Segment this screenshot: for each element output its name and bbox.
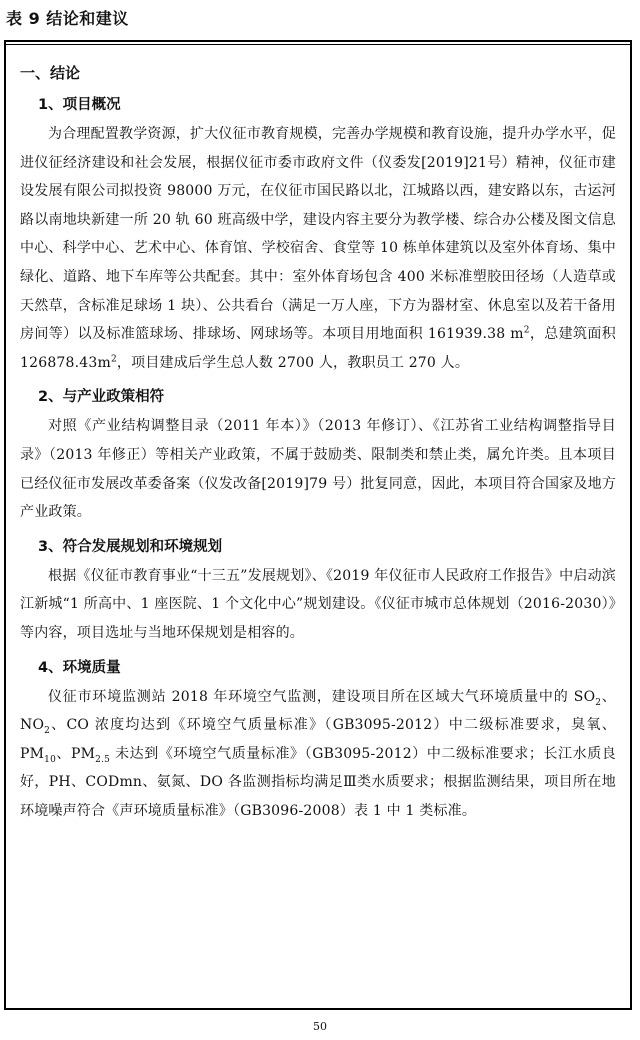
- env-text-5: 未达到《环境空气质量标准》（GB3095-2012）中二级标准要求；长江水质良好，PH、CODmn、氨氮、DO 各监测指标均满足Ⅲ类水质要求；根据监测结果，项目所在地环境噪声符合《声环境质量标准》（GB3096-2008）表 1 中 1 类标准。: [20, 745, 616, 819]
- subsection-heading-environment: 4、环境质量: [38, 659, 121, 676]
- sub-pm10: 10: [44, 754, 57, 765]
- overview-text-b: ，总建筑面积 126878.43m: [20, 326, 617, 371]
- page-number: 50: [313, 1020, 327, 1033]
- sub-pm25: 2.5: [95, 754, 111, 765]
- subsection-heading-policy: 2、与产业政策相符: [38, 389, 165, 406]
- sup-m2-b: 2: [110, 354, 117, 365]
- sup-m2-a: 2: [523, 325, 530, 336]
- overview-text-c: ，项目建成后学生总人数 2700 人，教职员工 270 人。: [116, 354, 470, 371]
- paragraph-environment: [20, 683, 616, 826]
- env-text-1: 仪征市环境监测站 2018 年环境空气监测，建设项目所在区域大气环境质量中的 SO: [48, 688, 596, 705]
- env-text-2: 、NO: [20, 688, 617, 734]
- subsection-heading-overview: 1、项目概况: [38, 97, 121, 113]
- paragraph-planning: 根据《仪征市教育事业“十三五”发展规划》、《2019 年仪征市人民政府工作报告》中启动滨江新城“1 所高中、1 座医院、1 个文化中心”规划建设。《仪征市城市总体规划（2016-2030）》等内容，项目选址与当地环保规划是相容的。: [20, 567, 616, 641]
- paragraph-policy: 对照《产业结构调整目录（2011 年本）》（2013 年修订）、《江苏省工业结构调整指导目录》（2013 年修正）等相关产业政策，不属于鼓励类、限制类和禁止类，属允许类。且本项目已经仪征市发展改革委备案（仪发改备[2019]79 号）批复同意，因此，本项目符合国家及地方产业政策。: [20, 418, 617, 521]
- table-title: 表 9 结论和建议: [6, 9, 129, 28]
- conclusion-table: [4, 40, 632, 1010]
- env-text-3: 、CO 浓度均达到《环境空气质量标准》（GB3095-2012）中二级标准要求，臭氧、PM: [20, 717, 616, 762]
- env-text-4: 、PM: [56, 745, 96, 762]
- sub-no2: 2: [44, 725, 51, 736]
- section-heading: 一、结论: [20, 64, 81, 82]
- subsection-heading-planning: 3、符合发展规划和环境规划: [38, 538, 223, 555]
- overview-text-a: 为合理配置教学资源，扩大仪征市教育规模，完善办学规模和教育设施，提升办学水平，促进仪征经济建设和社会发展，根据仪征市委市政府文件（仪委发[2019]21号）精神，仪征市建设发展有限公司拟投资 98000 万元，在仪征市国民路以北，江城路以西，建安路以东，古运河路以南地块新建一所 20 轨 60 班高级中学，建设内容主要分为教学楼、综合办公楼及图文信息中心、科学中心、艺术中心、体育馆、学校宿舍、食堂等 10 栋单体建筑以及室外体育场、集中绿化、道路、地下车库等公共配套。其中：室外体育场包含 400 米标准塑胶田径场（人造草或天然草，含标准足球场 1 块）、公共看台（满足一万人座，下方为器材室、休息室以及若干备用房间等）以及标准篮球场、排球场、网球场等。本项目用地面积 161939.38 m: [20, 126, 616, 343]
- sub-so2: 2: [595, 697, 602, 708]
- paragraph-overview: [20, 120, 616, 377]
